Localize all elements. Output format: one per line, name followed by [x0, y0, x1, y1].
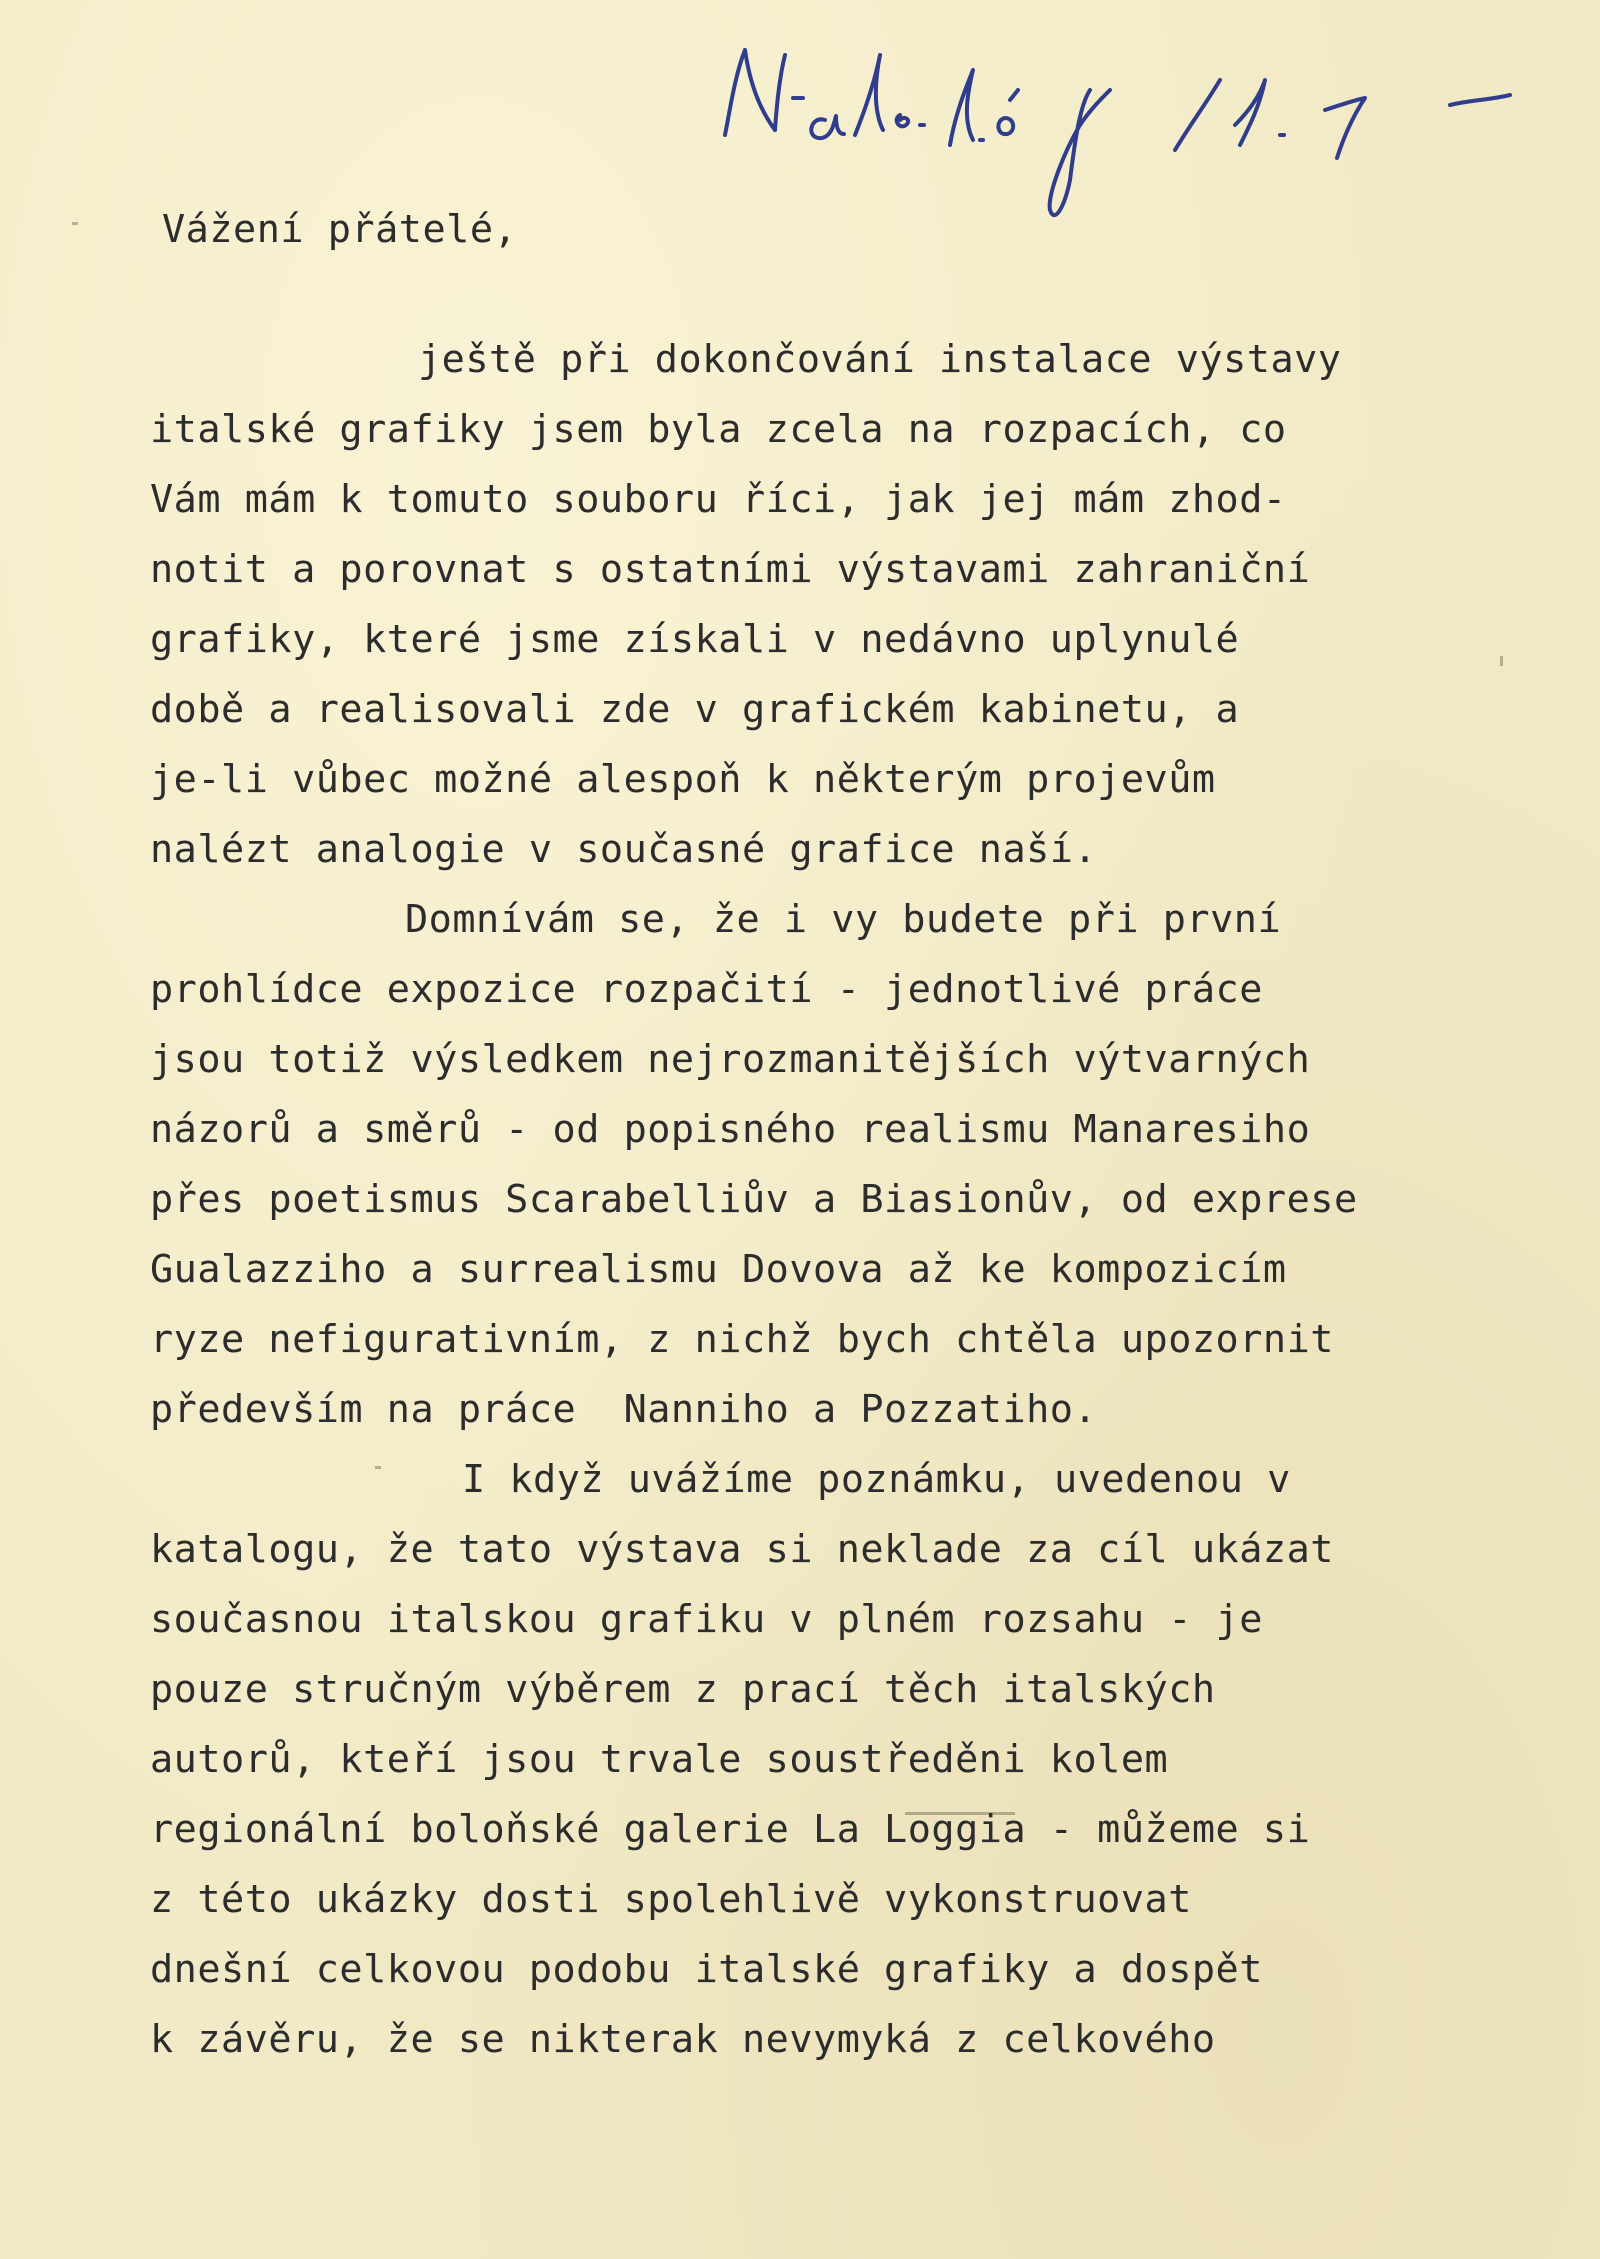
text-line: notit a porovnat s ostatními výstavami zahraniční — [150, 547, 1311, 592]
paragraph-3 — [150, 1445, 1570, 2075]
pencil-mark — [905, 1812, 1015, 1815]
text-line: době a realisovali zde v grafickém kabinetu, a — [150, 687, 1240, 732]
pencil-mark — [375, 1466, 381, 1469]
text-line: současnou italskou grafiku v plném rozsahu - je — [150, 1597, 1263, 1642]
paragraph-1 — [150, 325, 1570, 885]
text-line: I když uvážíme poznámku, uvedenou v — [462, 1457, 1291, 1502]
text-line: přes poetismus Scarabelliův a Biasionův, od exprese — [150, 1177, 1358, 1222]
text-line: autorů, kteří jsou trvale soustředěni kolem — [150, 1737, 1169, 1782]
text-line: jsou totiž výsledkem nejrozmanitějších výtvarných — [150, 1037, 1311, 1082]
text-line: k závěru, že se nikterak nevymyká z celkového — [150, 2017, 1216, 2062]
text-line: dnešní celkovou podobu italské grafiky a dospět — [150, 1947, 1263, 1992]
paragraph-2 — [150, 885, 1570, 1445]
text-line: katalogu, že tato výstava si neklade za cíl ukázat — [150, 1527, 1334, 1572]
text-line: Domnívám se, že i vy budete při první — [405, 897, 1282, 942]
pencil-mark — [1500, 656, 1503, 666]
text-line: z této ukázky dosti spolehlivě vykonstruovat — [150, 1877, 1192, 1922]
text-line: ryze nefigurativním, z nichž bych chtěla upozornit — [150, 1317, 1334, 1362]
typed-letter — [150, 195, 1570, 2075]
pencil-mark — [72, 222, 78, 225]
salutation: Vážení přátelé, — [162, 207, 518, 252]
text-line: Gualazziho a surrealismu Dovova až ke kompozicím — [150, 1247, 1287, 1292]
text-line: pouze stručným výběrem z prací těch italských — [150, 1667, 1216, 1712]
text-line: italské grafiky jsem byla zcela na rozpacích, co — [150, 407, 1287, 452]
text-line: prohlídce expozice rozpačití - jednotlivé práce — [150, 967, 1263, 1012]
text-line: grafiky, které jsme získali v nedávno uplynulé — [150, 617, 1240, 662]
text-line: Vám mám k tomuto souboru říci, jak jej mám zhod- — [150, 477, 1287, 522]
text-line: nalézt analogie v současné grafice naší. — [150, 827, 1098, 872]
text-line: regionální boloňské galerie La Loggia - můžeme si — [150, 1807, 1311, 1852]
text-line: je-li vůbec možné alespoň k některým projevům — [150, 757, 1216, 802]
text-line: především na práce Nanniho a Pozzatiho. — [150, 1387, 1098, 1432]
text-line: názorů a směrů - od popisného realismu Manaresiho — [150, 1107, 1311, 1152]
text-line: ještě při dokončování instalace výstavy — [418, 337, 1342, 382]
